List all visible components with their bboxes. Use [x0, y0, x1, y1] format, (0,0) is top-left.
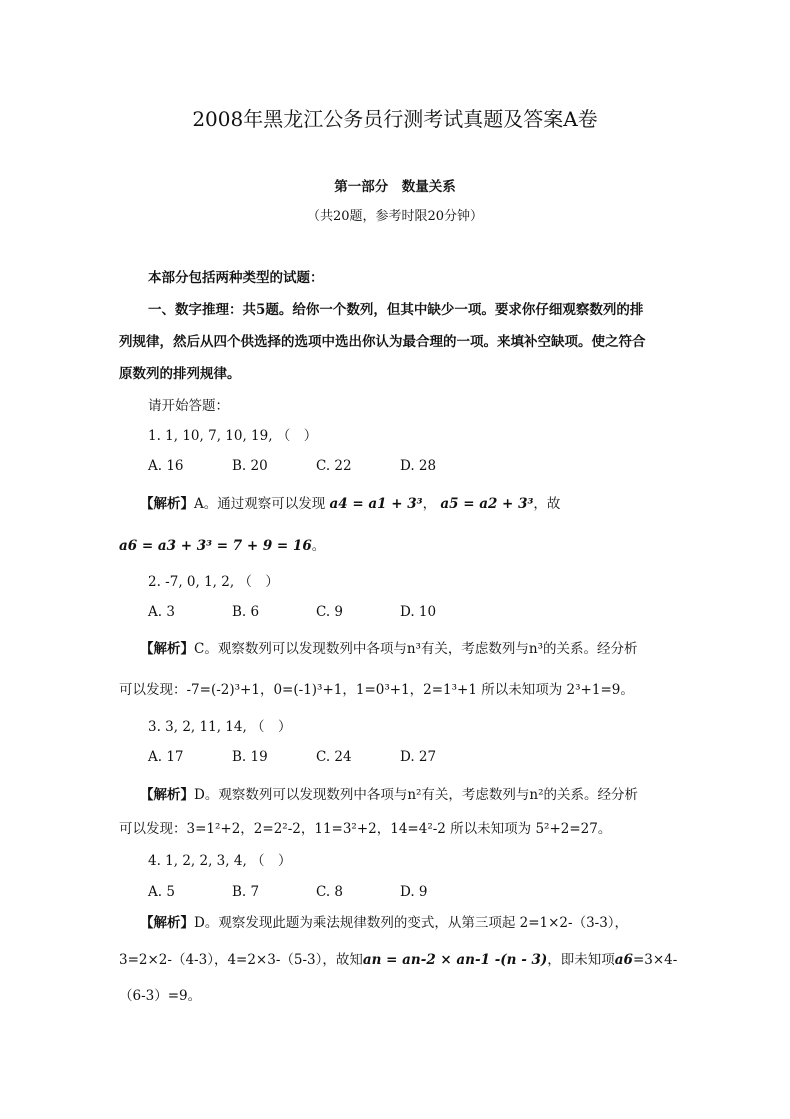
question-4-analysis-line-2: [119, 950, 677, 970]
question-4-analysis-line-3: （6-3）=9。: [119, 988, 202, 1004]
option-d: D. 9: [400, 884, 428, 900]
formula: a4 = a1 + 3³: [329, 496, 423, 512]
document-title: 2008年黑龙江公务员行测考试真题及答案A卷: [192, 107, 598, 131]
option-b: B. 19: [232, 749, 268, 765]
question-3-analysis-line-1: [140, 785, 638, 805]
intro-text: 本部分包括两种类型的试题：: [148, 270, 324, 286]
rule-line-3: 原数列的排列规律。: [119, 366, 241, 382]
question-2-options: [148, 602, 484, 622]
formula: a6 = a3 + 3³ = 7 + 9 = 16: [119, 538, 312, 554]
question-2-stem: 2. -7, 0, 1, 2, （ ）: [148, 574, 279, 590]
analysis-text: C。观察数列可以发现数列中各项与n³有关，考虑数列与n³的关系。经分析: [194, 641, 638, 657]
question-3-options: [148, 747, 484, 767]
question-4-analysis-line-1: [140, 913, 628, 933]
option-a: A. 5: [148, 884, 175, 900]
option-d: D. 10: [400, 604, 437, 620]
option-a: A. 16: [148, 458, 184, 474]
formula: a5 = a2 + 3³: [440, 496, 534, 512]
option-d: D. 27: [400, 749, 437, 765]
analysis-text: A。通过观察可以发现: [194, 496, 326, 512]
question-2-analysis-line-2: 可以发现：-7=(-2)³+1，0=(-1)³+1，1=0³+1，2=1³+1 所以未知项为 2³+1=9。: [119, 682, 634, 698]
option-b: B. 7: [232, 884, 260, 900]
option-b: B. 6: [232, 604, 260, 620]
option-c: C. 8: [316, 884, 344, 900]
formula: an = an-2 × an-1 -(n - 3): [362, 952, 548, 968]
analysis-label: 【解析】: [140, 496, 194, 512]
question-1-options: [148, 456, 484, 476]
separator: ，: [422, 496, 437, 512]
option-a: A. 3: [148, 604, 175, 620]
analysis-text: =3×4-: [632, 952, 678, 968]
option-c: C. 22: [316, 458, 352, 474]
rule-line-2: 列规律，然后从四个供选择的选项中选出你认为最合理的一项。来填补空缺项。使之符合: [119, 334, 646, 350]
option-c: C. 24: [316, 749, 352, 765]
analysis-text: D。观察数列可以发现数列中各项与n²有关，考虑数列与n²的关系。经分析: [194, 787, 639, 803]
question-1-stem: 1. 1, 10, 7, 10, 19, （ ）: [148, 428, 318, 444]
question-4-stem: 4. 1, 2, 2, 3, 4, （ ）: [148, 853, 292, 869]
analysis-label: 【解析】: [140, 915, 194, 931]
question-3-stem: 3. 3, 2, 11, 14, （ ）: [148, 719, 292, 735]
question-1-analysis-line-2: [119, 536, 325, 556]
question-4-options: [148, 882, 484, 902]
analysis-text: 3=2×2-（4-3），4=2×3-（5-3），故知: [119, 952, 363, 968]
analysis-text: ，即未知项: [547, 952, 615, 968]
question-3-analysis-line-2: 可以发现：3=1²+2，2=2²-2，11=3²+2，14=4²-2 所以未知项为 5²+2=27。: [119, 821, 612, 837]
option-c: C. 9: [316, 604, 344, 620]
start-prompt: 请开始答题：: [148, 398, 229, 414]
section-title: 第一部分 数量关系: [334, 179, 456, 195]
section-subtitle: （共20题，参考时限20分钟）: [306, 209, 484, 224]
question-1-analysis-line-1: [140, 494, 560, 514]
analysis-text: ，故: [533, 496, 561, 512]
analysis-text: D。观察发现此题为乘法规律数列的变式，从第三项起 2=1×2-（3-3），: [194, 915, 629, 931]
option-a: A. 17: [148, 749, 184, 765]
question-2-analysis-line-1: [140, 639, 638, 659]
option-b: B. 20: [232, 458, 268, 474]
rule-line-1: 一、数字推理：共5题。给你一个数列，但其中缺少一项。要求你仔细观察数列的排: [148, 302, 644, 318]
analysis-label: 【解析】: [140, 641, 194, 657]
formula: a6: [614, 952, 633, 968]
analysis-label: 【解析】: [140, 787, 194, 803]
option-d: D. 28: [400, 458, 437, 474]
analysis-text: 。: [311, 538, 326, 554]
